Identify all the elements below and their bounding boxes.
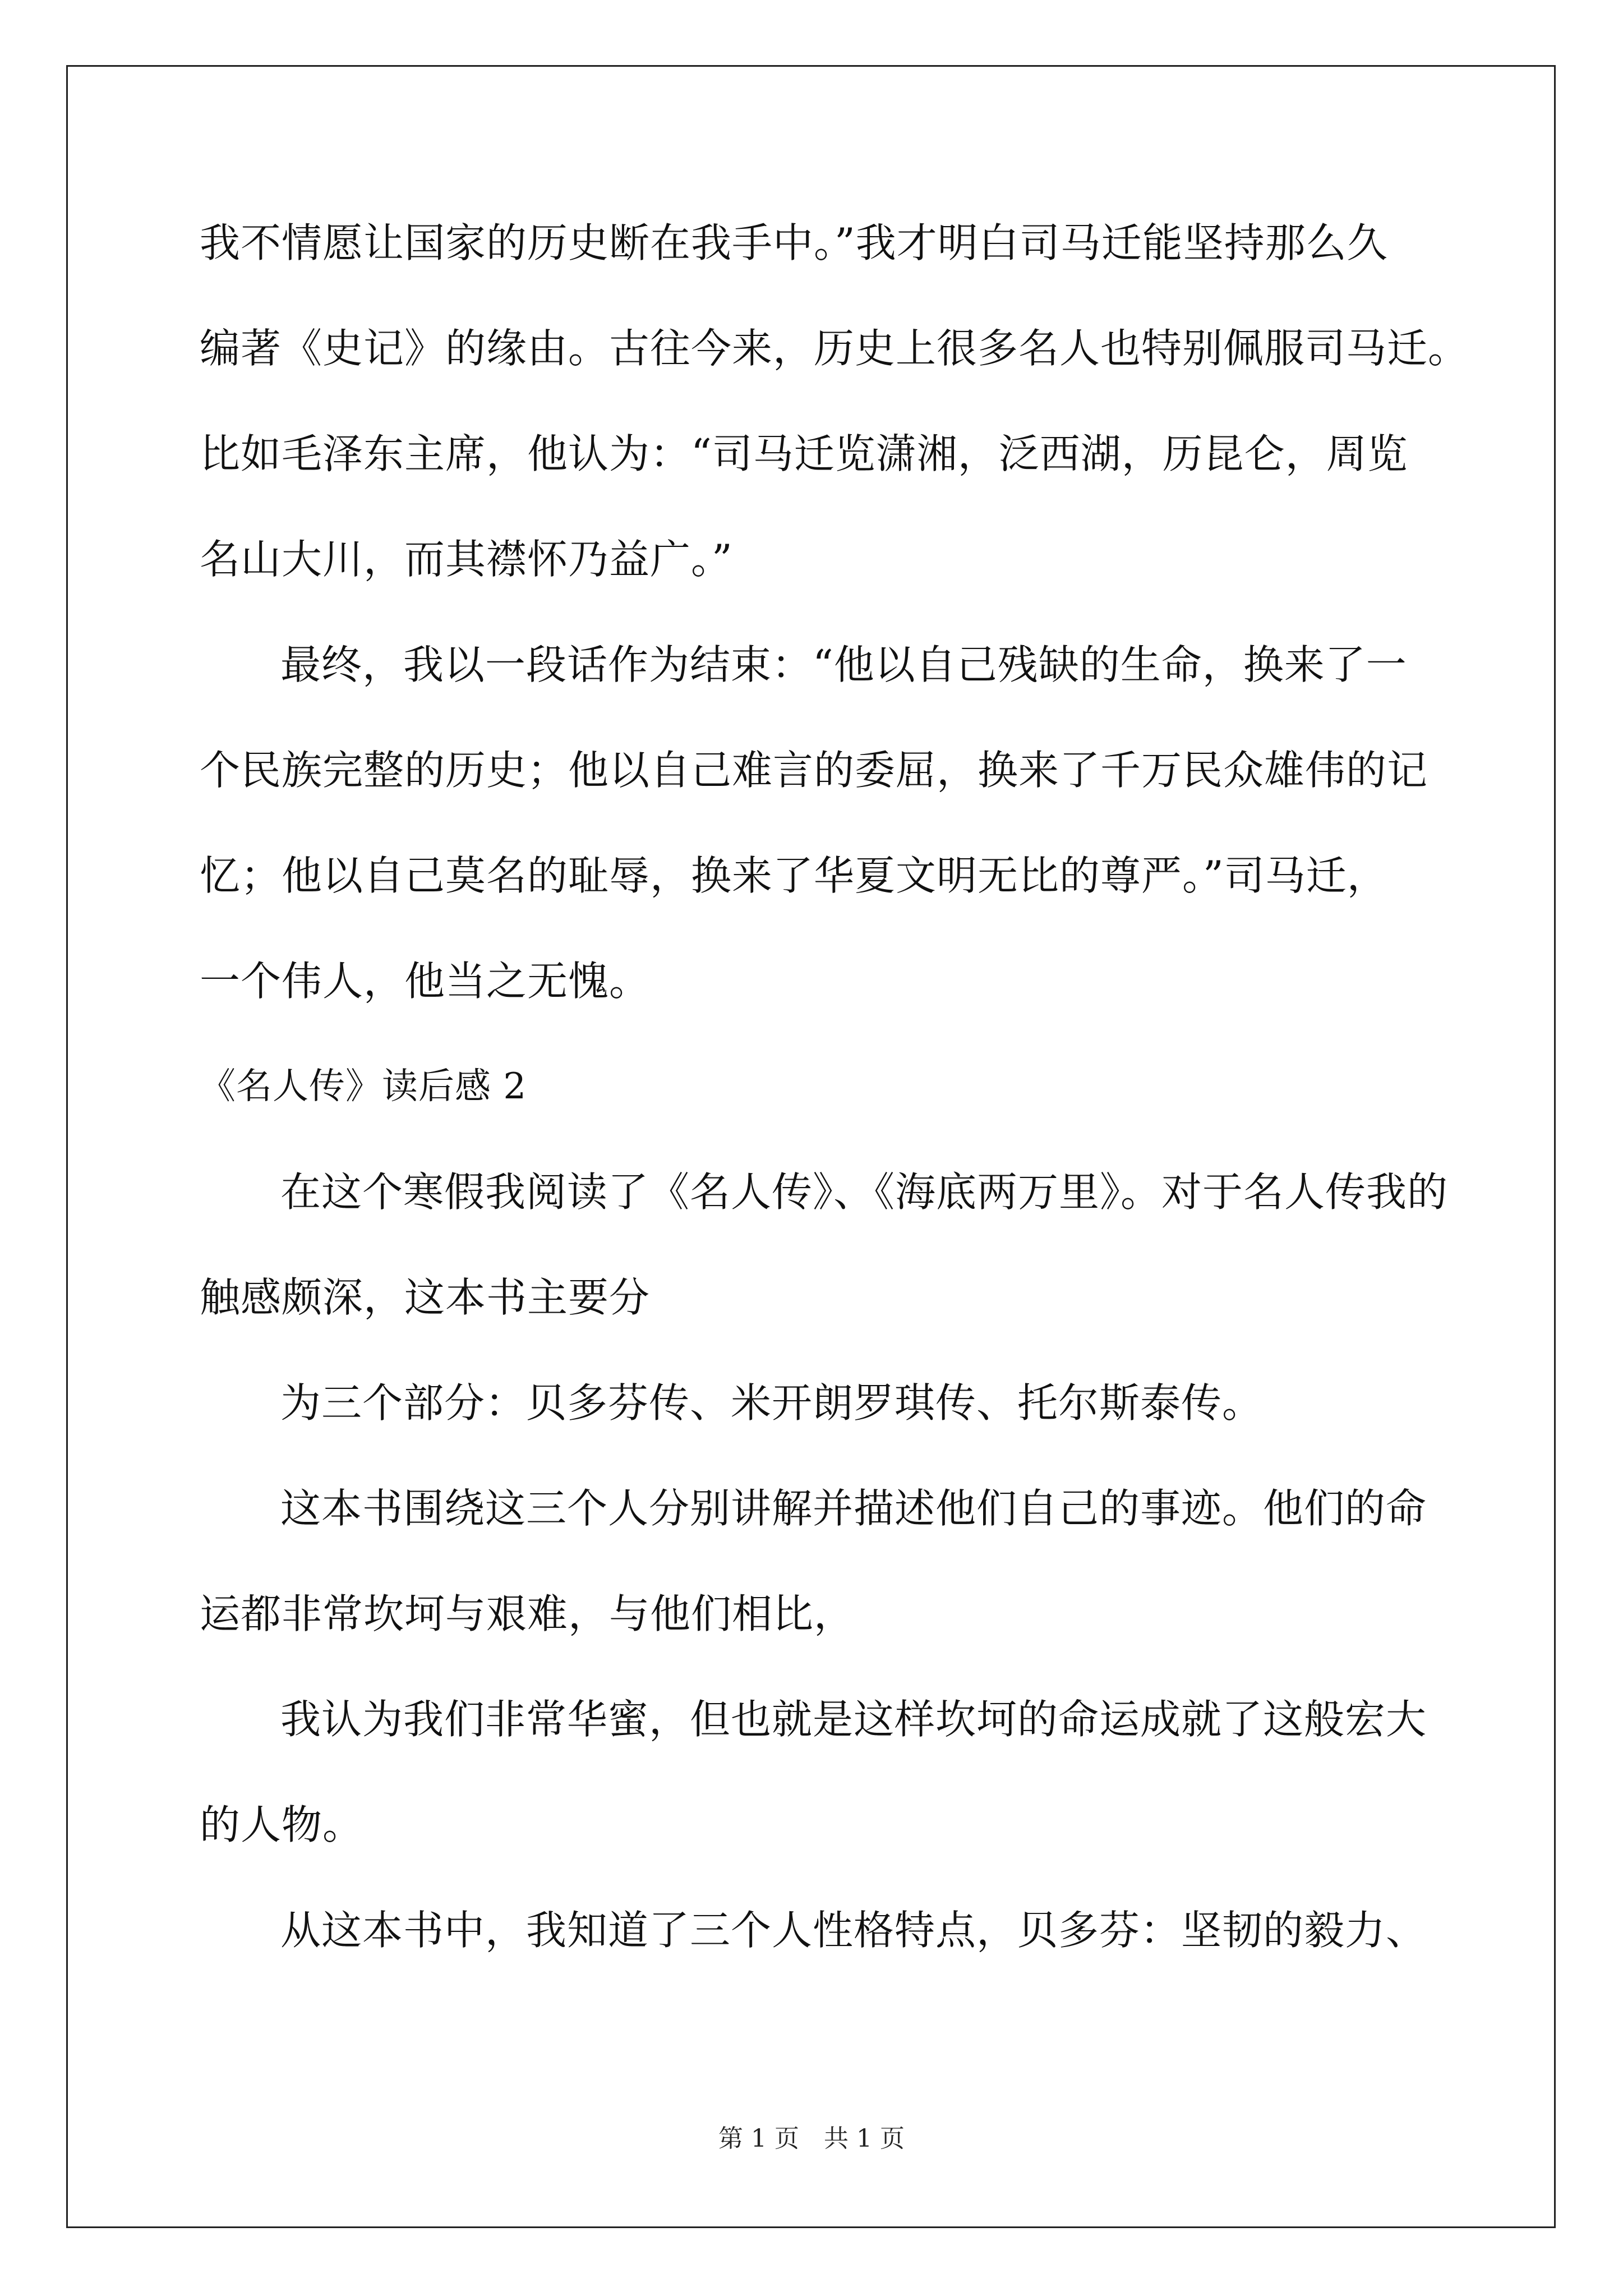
text-line: 的人物。 — [200, 1801, 364, 1848]
text-line: 忆；他以自己莫名的耻辱，换来了华夏文明无比的尊严。”司马迁， — [200, 852, 1388, 899]
text-line: 在这个寒假我阅读了《名人传》、《海底两万里》。对于名人传我的 — [280, 1168, 1449, 1216]
text-line: 个民族完整的历史；他以自己难言的委屈，换来了千万民众雄伟的记 — [200, 747, 1428, 794]
text-line: 名山大川，而其襟怀乃益广。” — [200, 536, 733, 583]
text-line: 我不情愿让国家的历史断在我手中。”我才明白司马迁能坚持那么久 — [200, 219, 1388, 266]
text-line: 我认为我们非常华蜜，但也就是这样坎坷的命运成就了这般宏大 — [280, 1696, 1427, 1743]
text-line: 一个伟人，他当之无愧。 — [200, 958, 651, 1005]
text-line: 最终，我以一段话作为结束：“他以自己残缺的生命，换来了一 — [280, 641, 1407, 688]
text-line: 运都非常坎坷与艰难，与他们相比， — [200, 1590, 855, 1637]
text-line: 触感颇深，这本书主要分 — [200, 1274, 651, 1321]
text-line: 编著《史记》的缘由。古往今来，历史上很多名人也特别佩服司马迁。 — [200, 325, 1469, 372]
text-line: 这本书围绕这三个人分别讲解并描述他们自己的事迹。他们的命 — [280, 1485, 1427, 1532]
section-heading: 《名人传》读后感 2 — [200, 1066, 527, 1107]
text-line: 为三个部分：贝多芬传、米开朗罗琪传、托尔斯泰传。 — [280, 1379, 1264, 1427]
page-number-footer: 第 1 页 共 1 页 — [718, 2124, 905, 2153]
text-line: 比如毛泽东主席，他认为：“司马迁览潇湘，泛西湖，历昆仑，周览 — [200, 430, 1408, 477]
page-border — [66, 65, 1556, 2228]
text-line: 从这本书中，我知道了三个人性格特点，贝多芬：坚韧的毅力、 — [280, 1907, 1427, 1954]
